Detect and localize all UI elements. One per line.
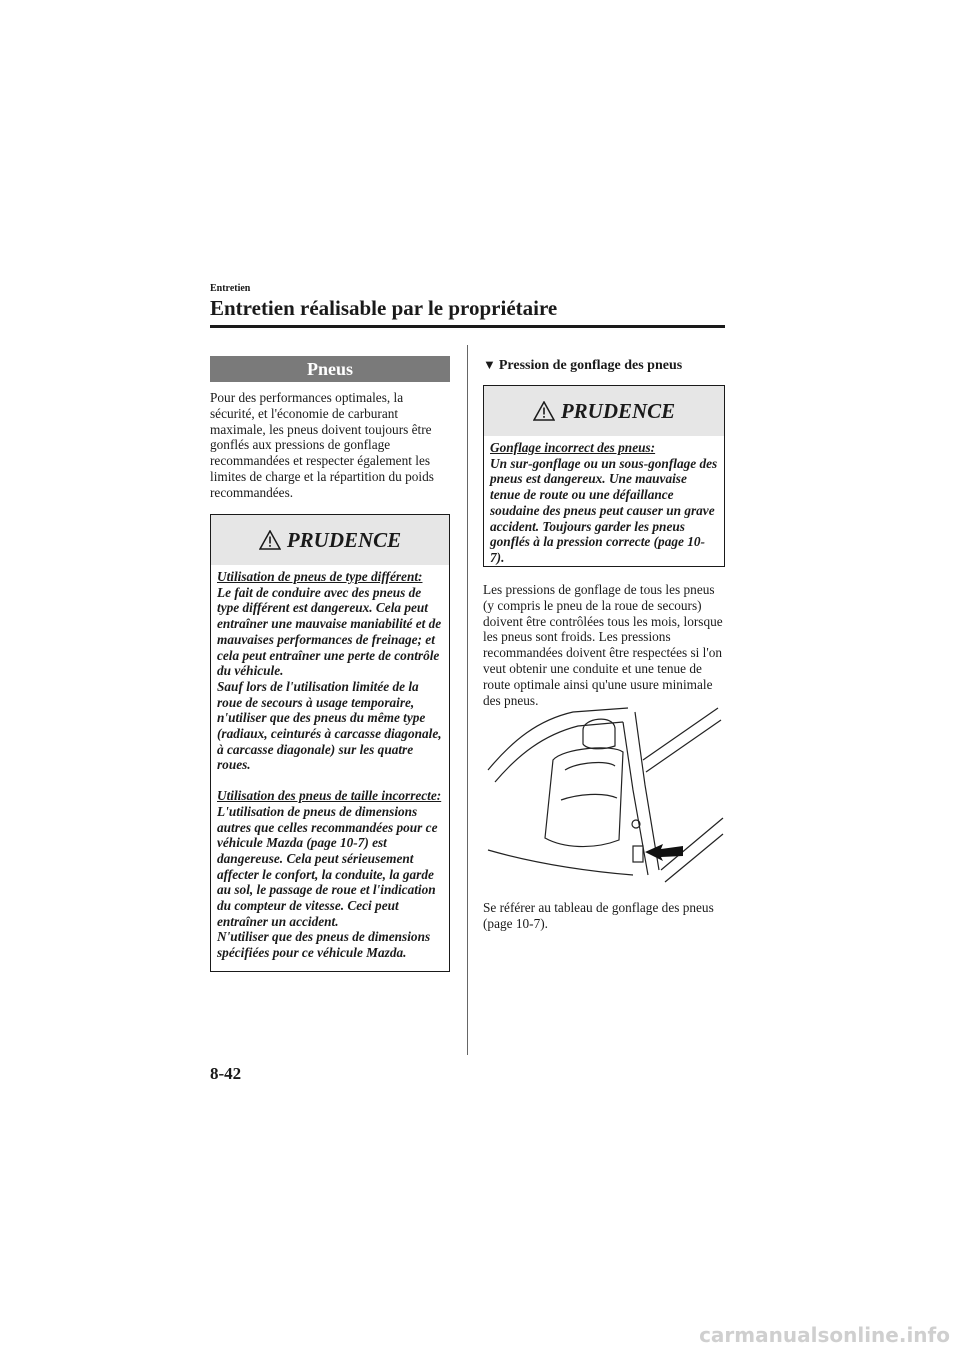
caution-title: PRUDENCE <box>286 527 402 552</box>
caution-header <box>484 386 724 436</box>
caution-header <box>211 515 449 565</box>
column-divider <box>467 345 468 1055</box>
sub-heading-text: Pression de gonflage des pneus <box>498 358 683 373</box>
warning-icon <box>259 530 281 550</box>
caution-text-size: L'utilisation de pneus de dimensions autres que celles recommandées pour ce véhicule Mazda (page 10-7) est dangereuse. Cela peut sérieusement affecter le confort, la conduite, la garde au sol, le passage de roue et l'indication du compteur de vitesse. Ceci peut entraîner un accident. <box>217 803 438 929</box>
watermark: carmanualsonline.info <box>699 1323 950 1347</box>
caution-heading-type: Utilisation de pneus de type différent: <box>217 569 423 584</box>
caution-title: PRUDENCE <box>560 398 676 423</box>
door-pillar-drawing <box>483 700 725 890</box>
caution-body <box>484 436 724 572</box>
caution-text-type: Le fait de conduire avec des pneus de type différent est dangereux. Cela peut entraîner une mauvaise maniabilité et de mauvaises performances de freinage; et cela peut entraîner une perte de contrôle du véhicule. <box>217 584 442 679</box>
caution-body <box>211 565 449 967</box>
door-pillar-illustration <box>483 700 725 890</box>
sub-heading <box>483 357 682 374</box>
intro-paragraph: Pour des performances optimales, la sécurité, et l'économie de carburant maximale, les pneus doivent toujours être gonflés aux pressions de gonflage recommandées et respecter également les limites de charge et la répartition du poids recommandées. <box>210 390 434 500</box>
warning-icon <box>533 401 555 421</box>
section-label: Entretien <box>210 283 251 294</box>
triangle-down-icon: ▼ <box>483 357 496 372</box>
reference-paragraph: Se référer au tableau de gonflage des pneus (page 10-7). <box>483 900 714 931</box>
caution-box-tire-type <box>210 514 450 972</box>
caution-box-inflation <box>483 385 725 567</box>
inflation-paragraph: Les pressions de gonflage de tous les pneus (y compris le pneu de la roue de secours) doivent être contrôlées tous les mois, lorsque les pneus sont froids. Les pressions recommandées doivent être respectées si l'on veut obtenir une conduite et une tenue de route optimale ainsi qu'une usure minimale des pneus. <box>483 582 723 708</box>
page-number: 8-42 <box>210 1064 242 1083</box>
pneus-banner: Pneus <box>210 356 450 382</box>
caution-heading-size: Utilisation des pneus de taille incorrecte: <box>217 788 442 804</box>
caution-text-inflation: Un sur-gonflage ou un sous-gonflage des pneus est dangereux. Une mauvaise tenue de route ou une défaillance soudaine des pneus peut causer un grave accident. Toujours garder les pneus gonflés à la pression correcte (page 10-7). <box>490 455 718 565</box>
caution-text-spare: Sauf lors de l'utilisation limitée de la roue de secours à usage temporaire, n'utiliser que des pneus du même type (radiaux, ceinturés à carcasse diagonale, à carcasse diagonale) sur les quatre roues. <box>217 678 442 773</box>
page-title: Entretien réalisable par le propriétaire <box>210 296 558 320</box>
caution-heading-inflation: Gonflage incorrect des pneus: <box>490 440 656 455</box>
title-rule <box>210 325 725 328</box>
caution-text-specified: N'utiliser que des pneus de dimensions spécifiées pour ce véhicule Mazda. <box>217 929 431 961</box>
